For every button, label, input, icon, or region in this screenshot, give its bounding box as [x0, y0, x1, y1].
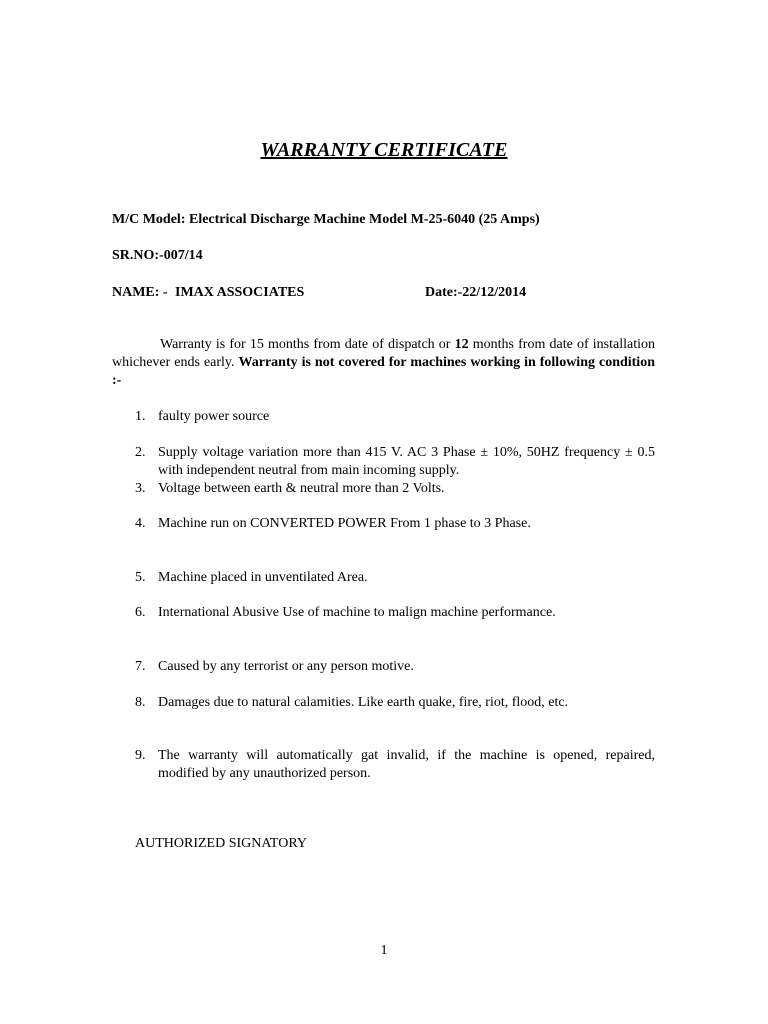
condition-number: 3.	[135, 481, 146, 496]
certificate-date: Date:-22/12/2014	[425, 285, 527, 300]
page-number: 1	[380, 943, 388, 958]
condition-text: The warranty will automatically gat invalid, if the machine is opened, repaired, modified by any unauthorized person.	[158, 748, 655, 781]
condition-item	[135, 658, 655, 676]
terms-bold-months: 12	[454, 337, 469, 352]
condition-item	[135, 747, 655, 783]
name-label: NAME: -	[112, 285, 168, 300]
condition-number: 5.	[135, 570, 146, 585]
condition-text: faulty power source	[158, 409, 270, 424]
condition-number: 1.	[135, 409, 146, 424]
condition-text: Damages due to natural calamities. Like earth quake, fire, riot, flood, etc.	[158, 695, 569, 710]
terms-text-1: Warranty is for 15 months from date of dispatch or	[160, 337, 455, 352]
condition-text: Supply voltage variation more than 415 V. AC 3 Phase ± 10%, 50HZ frequency ± 0.5 with independent neutral from main incoming supply.	[158, 445, 655, 478]
name-value: IMAX ASSOCIATES	[175, 285, 305, 300]
condition-number: 4.	[135, 516, 146, 531]
terms-text-2: months from date of installation whichever ends early.	[112, 337, 655, 370]
condition-item	[135, 444, 655, 480]
condition-item	[135, 604, 655, 622]
condition-text: International Abusive Use of machine to malign machine performance.	[158, 605, 556, 620]
terms-exclusion-heading: Warranty is not covered for machines working in following condition :-	[112, 355, 655, 388]
condition-number: 8.	[135, 695, 146, 710]
condition-text: Voltage between earth & neutral more than 2 Volts.	[158, 481, 445, 496]
condition-text: Machine placed in unventilated Area.	[158, 570, 368, 585]
condition-item	[135, 694, 655, 712]
condition-number: 6.	[135, 605, 146, 620]
name-date-line	[112, 285, 527, 301]
condition-item	[135, 480, 655, 498]
condition-item	[135, 515, 655, 533]
condition-number: 7.	[135, 659, 146, 674]
condition-number: 9.	[135, 748, 146, 763]
document-title: WARRANTY CERTIFICATE	[260, 139, 508, 161]
condition-item	[135, 408, 655, 426]
condition-item	[135, 569, 655, 587]
warranty-terms-paragraph	[112, 336, 655, 390]
condition-number: 2.	[135, 445, 146, 460]
machine-model: M/C Model: Electrical Discharge Machine Model M-25-6040 (25 Amps)	[112, 212, 540, 227]
serial-number: SR.NO:-007/14	[112, 248, 203, 263]
authorized-signatory: AUTHORIZED SIGNATORY	[135, 836, 308, 851]
condition-text: Machine run on CONVERTED POWER From 1 phase to 3 Phase.	[158, 516, 531, 531]
condition-text: Caused by any terrorist or any person motive.	[158, 659, 414, 674]
